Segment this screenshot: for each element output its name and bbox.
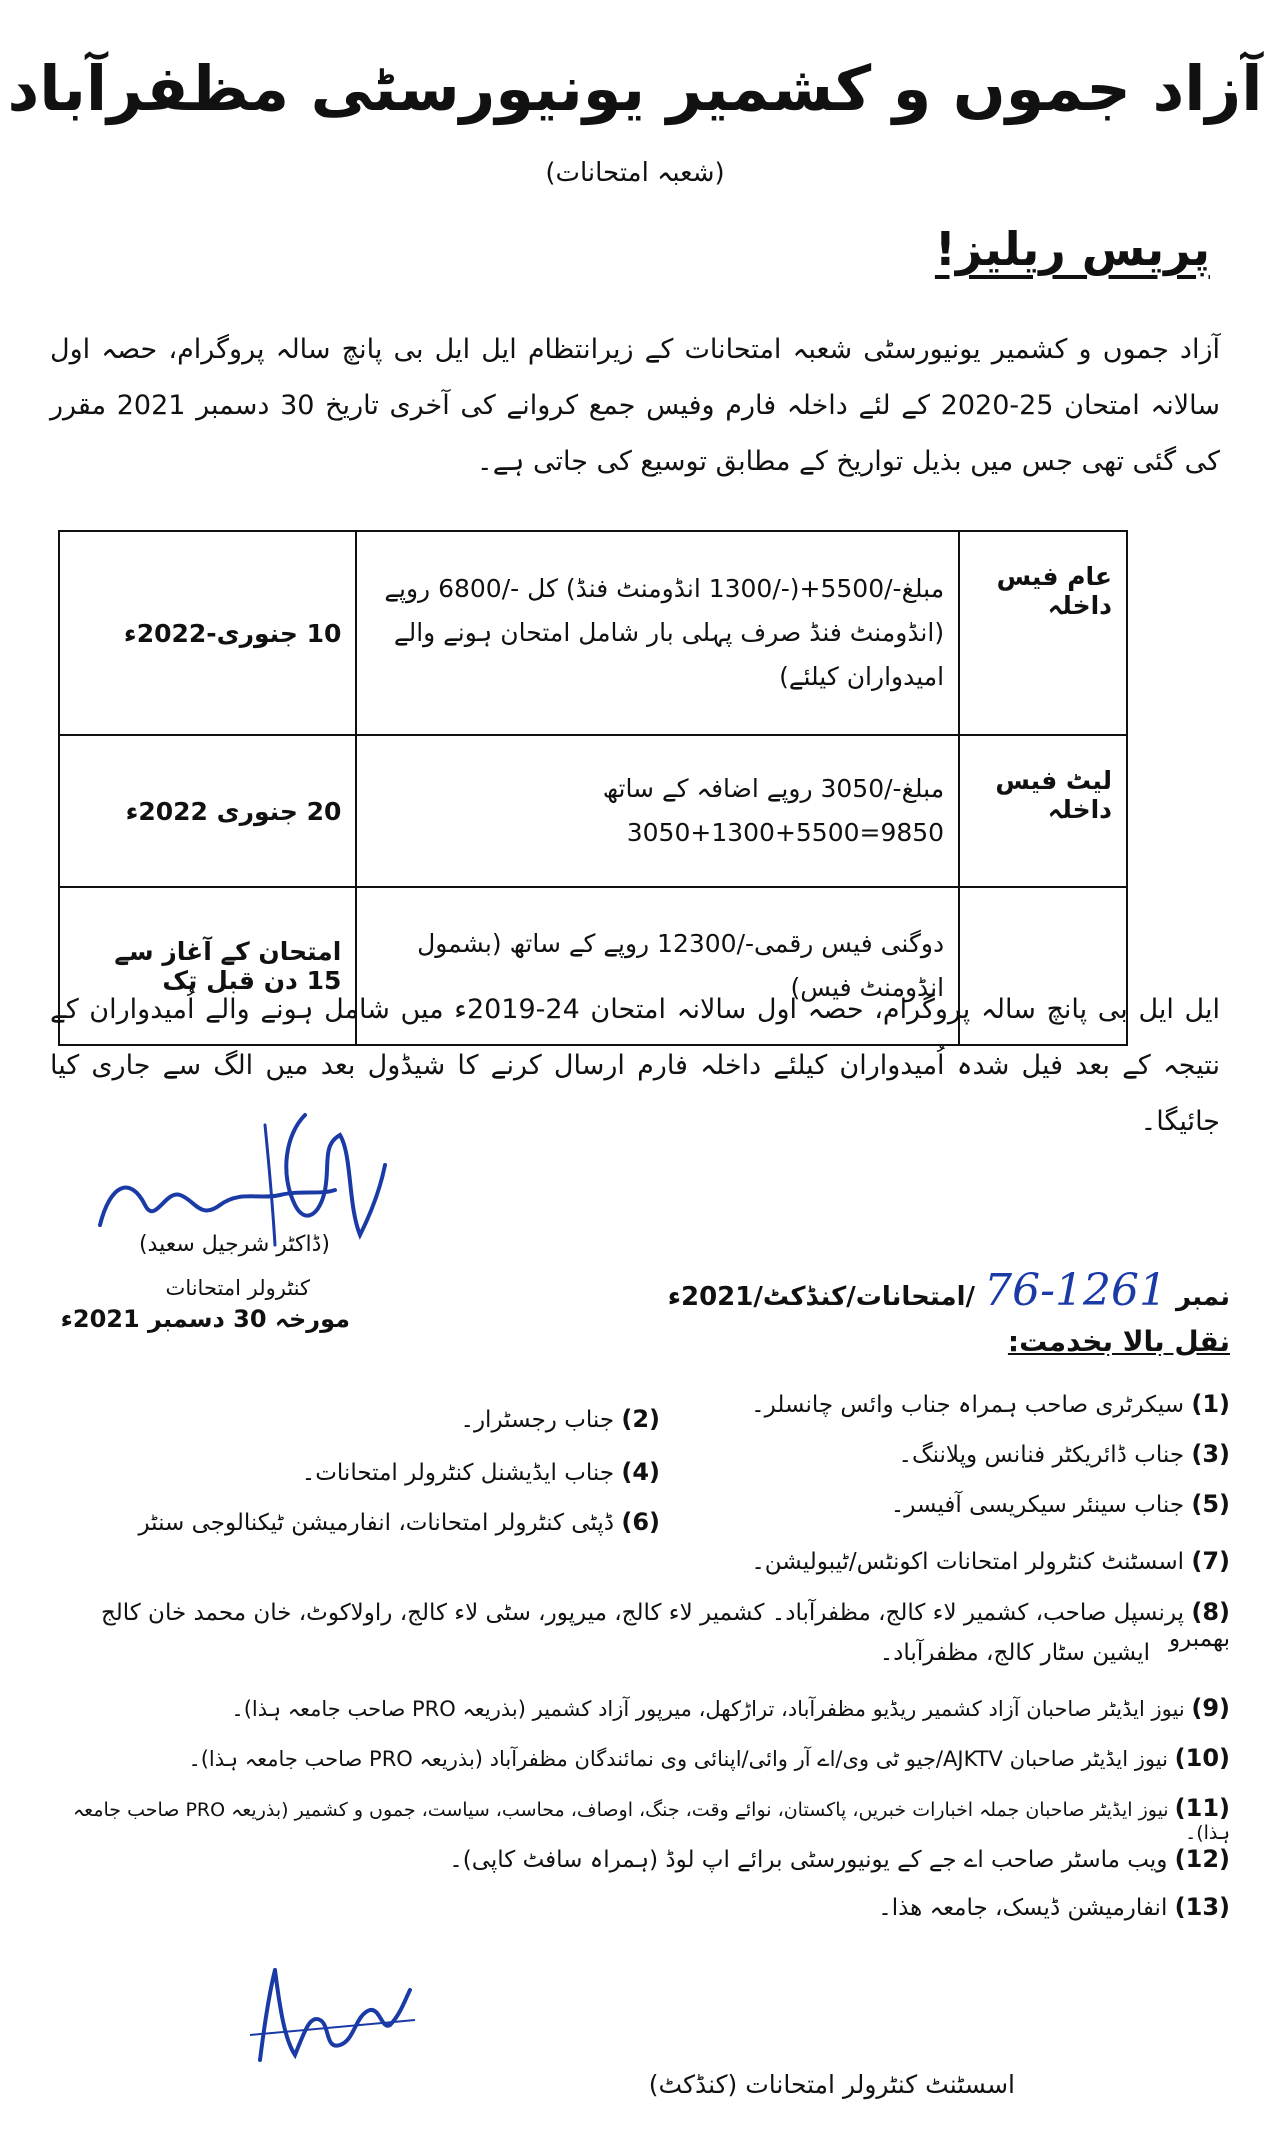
recipient-text: اسسٹنٹ کنٹرولر امتحانات اکونٹس/ٹیبولیشن۔ [751, 1549, 1185, 1575]
recipient-number: (3) [1191, 1440, 1230, 1468]
recipient-number: (12) [1174, 1845, 1230, 1873]
fee-deadline: 10 جنوری-2022ء [59, 531, 356, 735]
press-release-heading: پریس ریلیز! [934, 222, 1210, 276]
recipient-text: جناب سینئر سیکریسی آفیسر۔ [890, 1492, 1185, 1518]
recipient-item [670, 1390, 1230, 1418]
recipient-text: سیکرٹری صاحب ہمراہ جناب وائس چانسلر۔ [751, 1392, 1185, 1418]
recipient-number: (7) [1191, 1547, 1230, 1575]
recipient-number: (5) [1191, 1490, 1230, 1518]
recipient-number: (10) [1174, 1744, 1230, 1772]
fee-row-late [59, 735, 1127, 887]
recipient-number: (6) [621, 1508, 660, 1536]
assistant-controller-title: اسسٹنٹ کنٹرولر امتحانات (کنڈکٹ) [648, 2070, 1015, 2099]
fee-deadline: 20 جنوری 2022ء [59, 735, 356, 887]
signer-name: (ڈاکٹر شرجیل سعید) [138, 1232, 330, 1257]
recipient-text: پرنسپل صاحب، کشمیر لاء کالج، مظفرآباد۔ کشمیر لاء کالج، میرپور، سٹی لاء کالج، راولاکوٹ، خان محمد خان کالج بھمبرو [100, 1600, 1230, 1652]
reference-suffix: /امتحانات/کنڈکٹ/2021ء [667, 1282, 976, 1312]
fee-schedule-table [58, 530, 1128, 1046]
university-title: آزاد جموں و کشمیر یونیورسٹی مظفرآباد [7, 52, 1263, 125]
recipient-text: ایشین سٹار کالج، مظفرآباد۔ [879, 1640, 1150, 1666]
recipient-text: نیوز ایڈیٹر صاحبان جملہ اخبارات خبریں، پاکستان، نوائے وقت، جنگ، اوصاف، محاسب، سیاست، جموں و کشمیر (بذریعہ PRO صاحب جامعہ ہذا)۔ [73, 1799, 1230, 1844]
recipient-text: ڈپٹی کنٹرولر امتحانات، انفارمیشن ٹیکنالوجی سنٹر [138, 1510, 615, 1536]
recipient-number: (8) [1191, 1598, 1230, 1626]
reference-number [668, 1265, 1230, 1316]
recipient-number: (1) [1191, 1390, 1230, 1418]
fee-description: دوگنی فیس رقمی-/12300 روپے کے ساتھ (بشمول انڈومنٹ فیس) [356, 887, 959, 1045]
fee-description [356, 531, 959, 735]
recipient-item [40, 1794, 1230, 1844]
recipient-number: (9) [1191, 1694, 1230, 1722]
recipient-item [130, 1547, 1230, 1575]
reference-handwritten-number: 1261-76 [984, 1265, 1167, 1316]
recipient-item [220, 1458, 660, 1486]
recipient-text: نیوز ایڈیٹر صاحبان AJKTV/جیو ٹی وی/اے آر وائی/اپنائی وی نمائندگان مظفرآباد (بذریعہ PRO صاحب جامعہ ہذا)۔ [188, 1747, 1168, 1771]
recipient-item [670, 1440, 1230, 1468]
intro-paragraph: آزاد جموں و کشمیر یونیورسٹی شعبہ امتحانات کے زیرانتظام ایل ایل بی پانچ سالہ پروگرام، حصہ اول سالانہ امتحان 25-2020 کے لئے داخلہ فارم وفیس جمع کروانے کی آخری تاریخ 30 دسمبر 2021 مقرر کی گئی تھی جس میں بذیل تواریخ کے مطابق توسیع کی جاتی ہے۔ [50, 334, 1220, 477]
controller-signature [90, 1095, 410, 1255]
recipient-text: ویب ماسٹر صاحب اے جے کے یونیورسٹی برائے اپ لوڈ (ہمراہ سافٹ کاپی)۔ [449, 1847, 1168, 1873]
issue-date: مورخہ 30 دسمبر 2021ء [60, 1305, 350, 1333]
recipient-item [130, 1845, 1230, 1873]
recipient-item [670, 1490, 1230, 1518]
recipient-number: (13) [1174, 1893, 1230, 1921]
recipient-text: انفارمیشن ڈیسک، جامعہ ھذا۔ [878, 1895, 1168, 1921]
assistant-controller-signature [240, 1960, 420, 2080]
fee-label: عام فیس داخلہ [959, 531, 1127, 735]
recipient-item [100, 1508, 660, 1536]
recipient-text: جناب ایڈیشنل کنٹرولر امتحانات۔ [301, 1460, 615, 1486]
recipient-text: جناب ڈائریکٹر فنانس وپلاننگ۔ [898, 1442, 1185, 1468]
recipient-text: جناب رجسٹرار۔ [460, 1407, 615, 1433]
fee-amount-text: مبلغ-/5500+(-/1300 انڈومنٹ فنڈ) کل -/6800 روپے [384, 574, 945, 603]
fee-description: مبلغ-/3050 روپے اضافہ کے ساتھ 9850=5500+1300+3050 [356, 735, 959, 887]
signer-title: کنٹرولر امتحانات [165, 1276, 310, 1300]
recipient-item [130, 1893, 1230, 1921]
copy-to-heading: نقل بالا بخدمت: [1007, 1325, 1230, 1358]
fee-label: لیٹ فیس داخلہ [959, 735, 1127, 887]
recipient-item [50, 1694, 1230, 1722]
recipient-item [50, 1744, 1230, 1772]
fee-note-text: (انڈومنٹ فنڈ صرف پہلی بار شامل امتحان ہونے والے امیدواران کیلئے) [393, 618, 945, 691]
recipient-number: (2) [621, 1405, 660, 1433]
recipient-item-continuation [150, 1640, 1150, 1666]
recipient-number: (4) [621, 1458, 660, 1486]
fee-deadline: امتحان کے آغاز سے 15 دن قبل تک [59, 887, 356, 1045]
recipient-number: (11) [1174, 1794, 1230, 1822]
fee-row-normal [59, 531, 1127, 735]
recipient-item [280, 1405, 660, 1433]
recipient-text: نیوز ایڈیٹر صاحبان آزاد کشمیر ریڈیو مظفرآباد، تراڑکھل، میرپور آزاد کشمیر (بذریعہ PRO صاحب جامعہ ہذا)۔ [231, 1697, 1185, 1721]
reference-prefix: نمبر [1176, 1282, 1230, 1312]
failed-candidates-notice: ایل ایل بی پانچ سالہ پروگرام، حصہ اول سالانہ امتحان 24-2019ء میں شامل ہونے والے اُمیدواران کے نتیجہ کے بعد فیل شدہ اُمیدواران کیلئے داخلہ فارم ارسال کرنے کا شیڈول بعد میں الگ سے جاری کیا جائیگا۔ [50, 994, 1220, 1137]
department-label: (شعبہ امتحانات) [545, 158, 725, 188]
